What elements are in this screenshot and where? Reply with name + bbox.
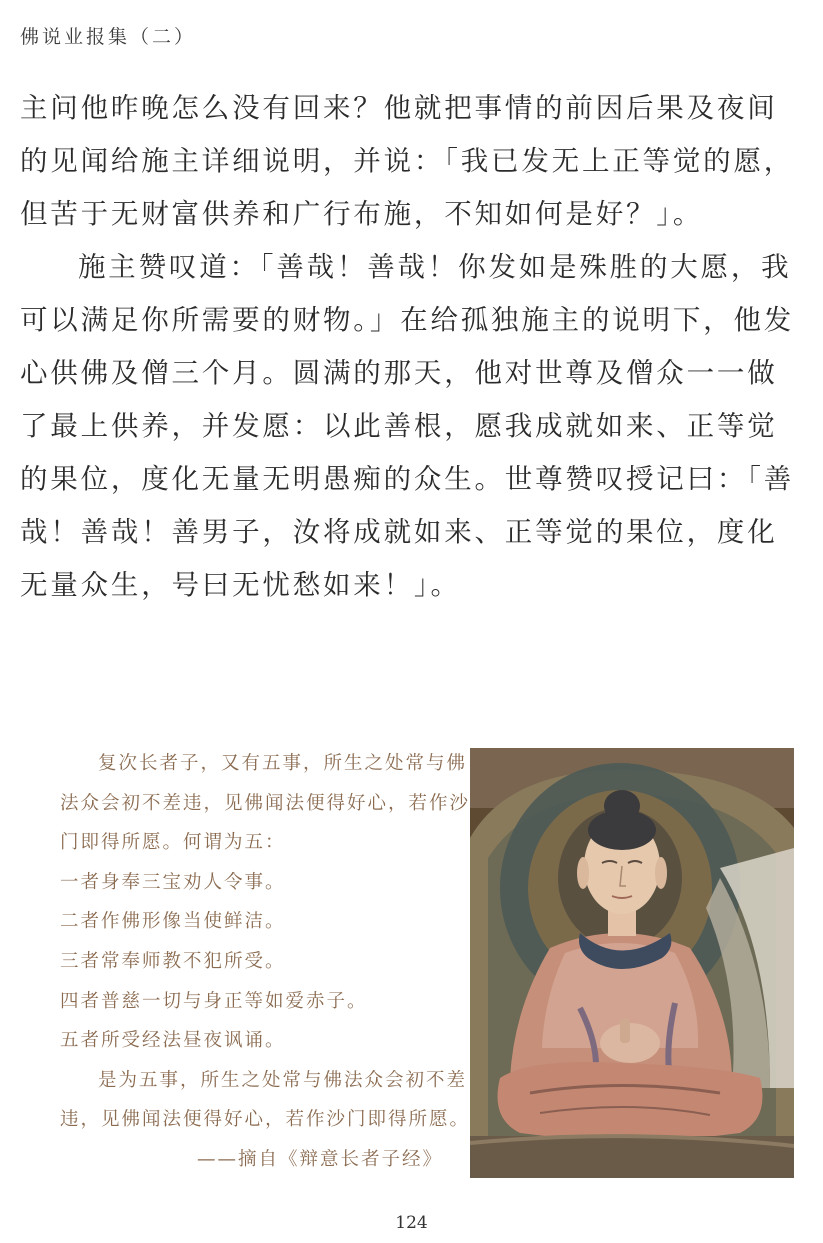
sutra-line: 门即得所愿。何谓为五：	[60, 832, 286, 854]
sutra-line: 二者作佛形像当使鲜洁。	[60, 911, 286, 933]
sutra-line: 复次长者子，又有五事，所生之处常与佛	[98, 753, 468, 774]
sutra-quote	[60, 744, 471, 1180]
paragraph: 施主赞叹道：「善哉！善哉！你发如是殊胜的大愿，我可以满足你所需要的财物。」在给孤独施主的说明下，他发心供佛及僧三个月。圆满的那天，他对世尊及僧众一一做了最上供养，并发愿：以此善根，愿我成就如来、正等觉的果位，度化无量无明愚痴的众生。世尊赞叹授记曰：「善哉！善哉！善男子，汝将成就如来、正等觉的果位，度化无量众生，号曰无忧愁如来！」。	[20, 251, 795, 601]
paragraph: 主问他昨晚怎么没有回来？他就把事情的前因后果及夜间的见闻给施主详细说明，并说：「我已发无上正等觉的愿，但苦于无财富供养和广行布施，不知如何是好？」。	[20, 92, 795, 230]
main-text	[20, 82, 805, 612]
running-header: 佛说业报集（二）	[20, 26, 197, 48]
sutra-line: 四者普慈一切与身正等如爱赤子。	[60, 990, 368, 1012]
sutra-source: ——摘自《辩意长者子经》	[196, 1148, 443, 1170]
sutra-line: 三者常奉师教不犯所受。	[60, 950, 286, 972]
sutra-line: 违，见佛闻法便得好心，若作沙门即得所愿。	[60, 1109, 471, 1131]
page-number: 124	[395, 1213, 428, 1233]
sutra-line: 法众会初不差违，见佛闻法便得好心，若作沙	[60, 792, 471, 814]
seated-buddha-statue-icon	[470, 748, 794, 1178]
sutra-line: 一者身奉三宝劝人令事。	[60, 871, 286, 893]
sutra-line: 五者所受经法昼夜讽诵。	[60, 1030, 286, 1052]
sutra-line: 是为五事，所生之处常与佛法众会初不差	[98, 1069, 468, 1091]
